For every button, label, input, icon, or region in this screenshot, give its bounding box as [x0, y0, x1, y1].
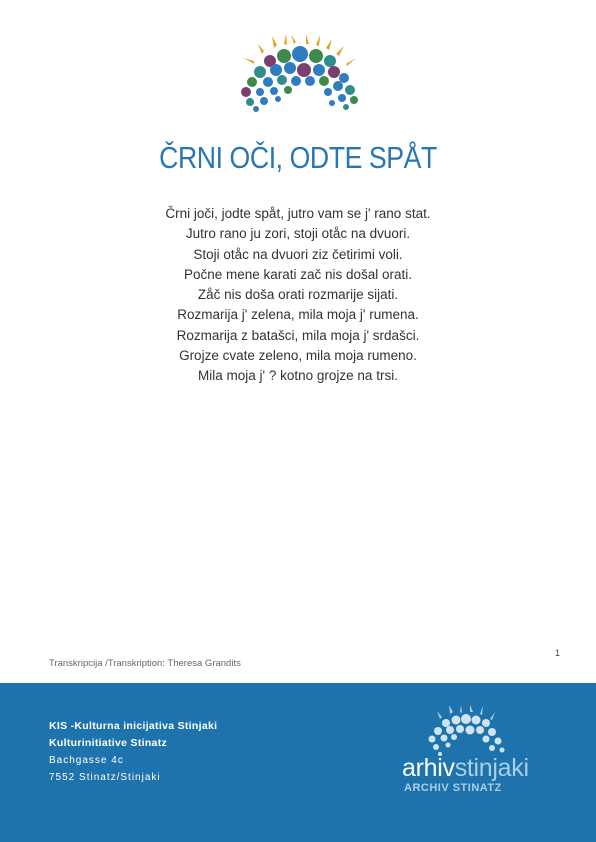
poem-line: Črni joči, jodte spåt, jutro vam se j' rano stat.	[165, 206, 431, 221]
poem-line: Jutro rano ju zori, stoji otåc na dvuori.	[185, 226, 411, 242]
poem-text	[0, 204, 596, 387]
poem-line: Počne mene karati zač nis došal orati.	[183, 266, 413, 282]
page-number: 1	[554, 648, 560, 658]
brand-name	[402, 753, 529, 783]
poem-line: Rozmarija z batašci, mila moja j' srdašci.	[176, 327, 420, 343]
postal-address: 7552 Stinatz/Stinjaki	[49, 772, 161, 783]
brand-name-part2: stinjaki	[454, 754, 529, 782]
archive-logo-icon	[232, 34, 368, 112]
poem-line: Grojze cvate zeleno, mila moja rumeno.	[179, 348, 417, 364]
poem-line: Mila moja j' ? kotno grojze na trsi.	[198, 368, 398, 384]
poem-line: Rozmarija j' zelena, mila moja j' rumena.	[177, 307, 419, 323]
street-address: Bachgasse 4c	[49, 755, 124, 766]
archive-brand-icon	[424, 705, 508, 757]
poem-line: Zåč nis doša orati rozmarije sijati.	[197, 287, 399, 303]
brand-name-part1: arhiv	[402, 754, 455, 782]
footer	[0, 683, 596, 842]
organization-address	[49, 718, 217, 786]
org-name: KIS -Kulturna inicijativa Stinjaki	[49, 720, 218, 732]
brand-subtitle: ARCHIV STINATZ	[404, 782, 502, 794]
poem-line: Stoji otåc na dvuori ziz četirimi voli.	[193, 246, 403, 262]
page-title: ČRNI OČI, ODTE SPÅT	[159, 140, 437, 175]
org-name-german: Kulturinitiative Stinatz	[49, 737, 168, 749]
transcription-credit: Transkripcija /Transkription: Theresa Grandits	[49, 658, 241, 669]
